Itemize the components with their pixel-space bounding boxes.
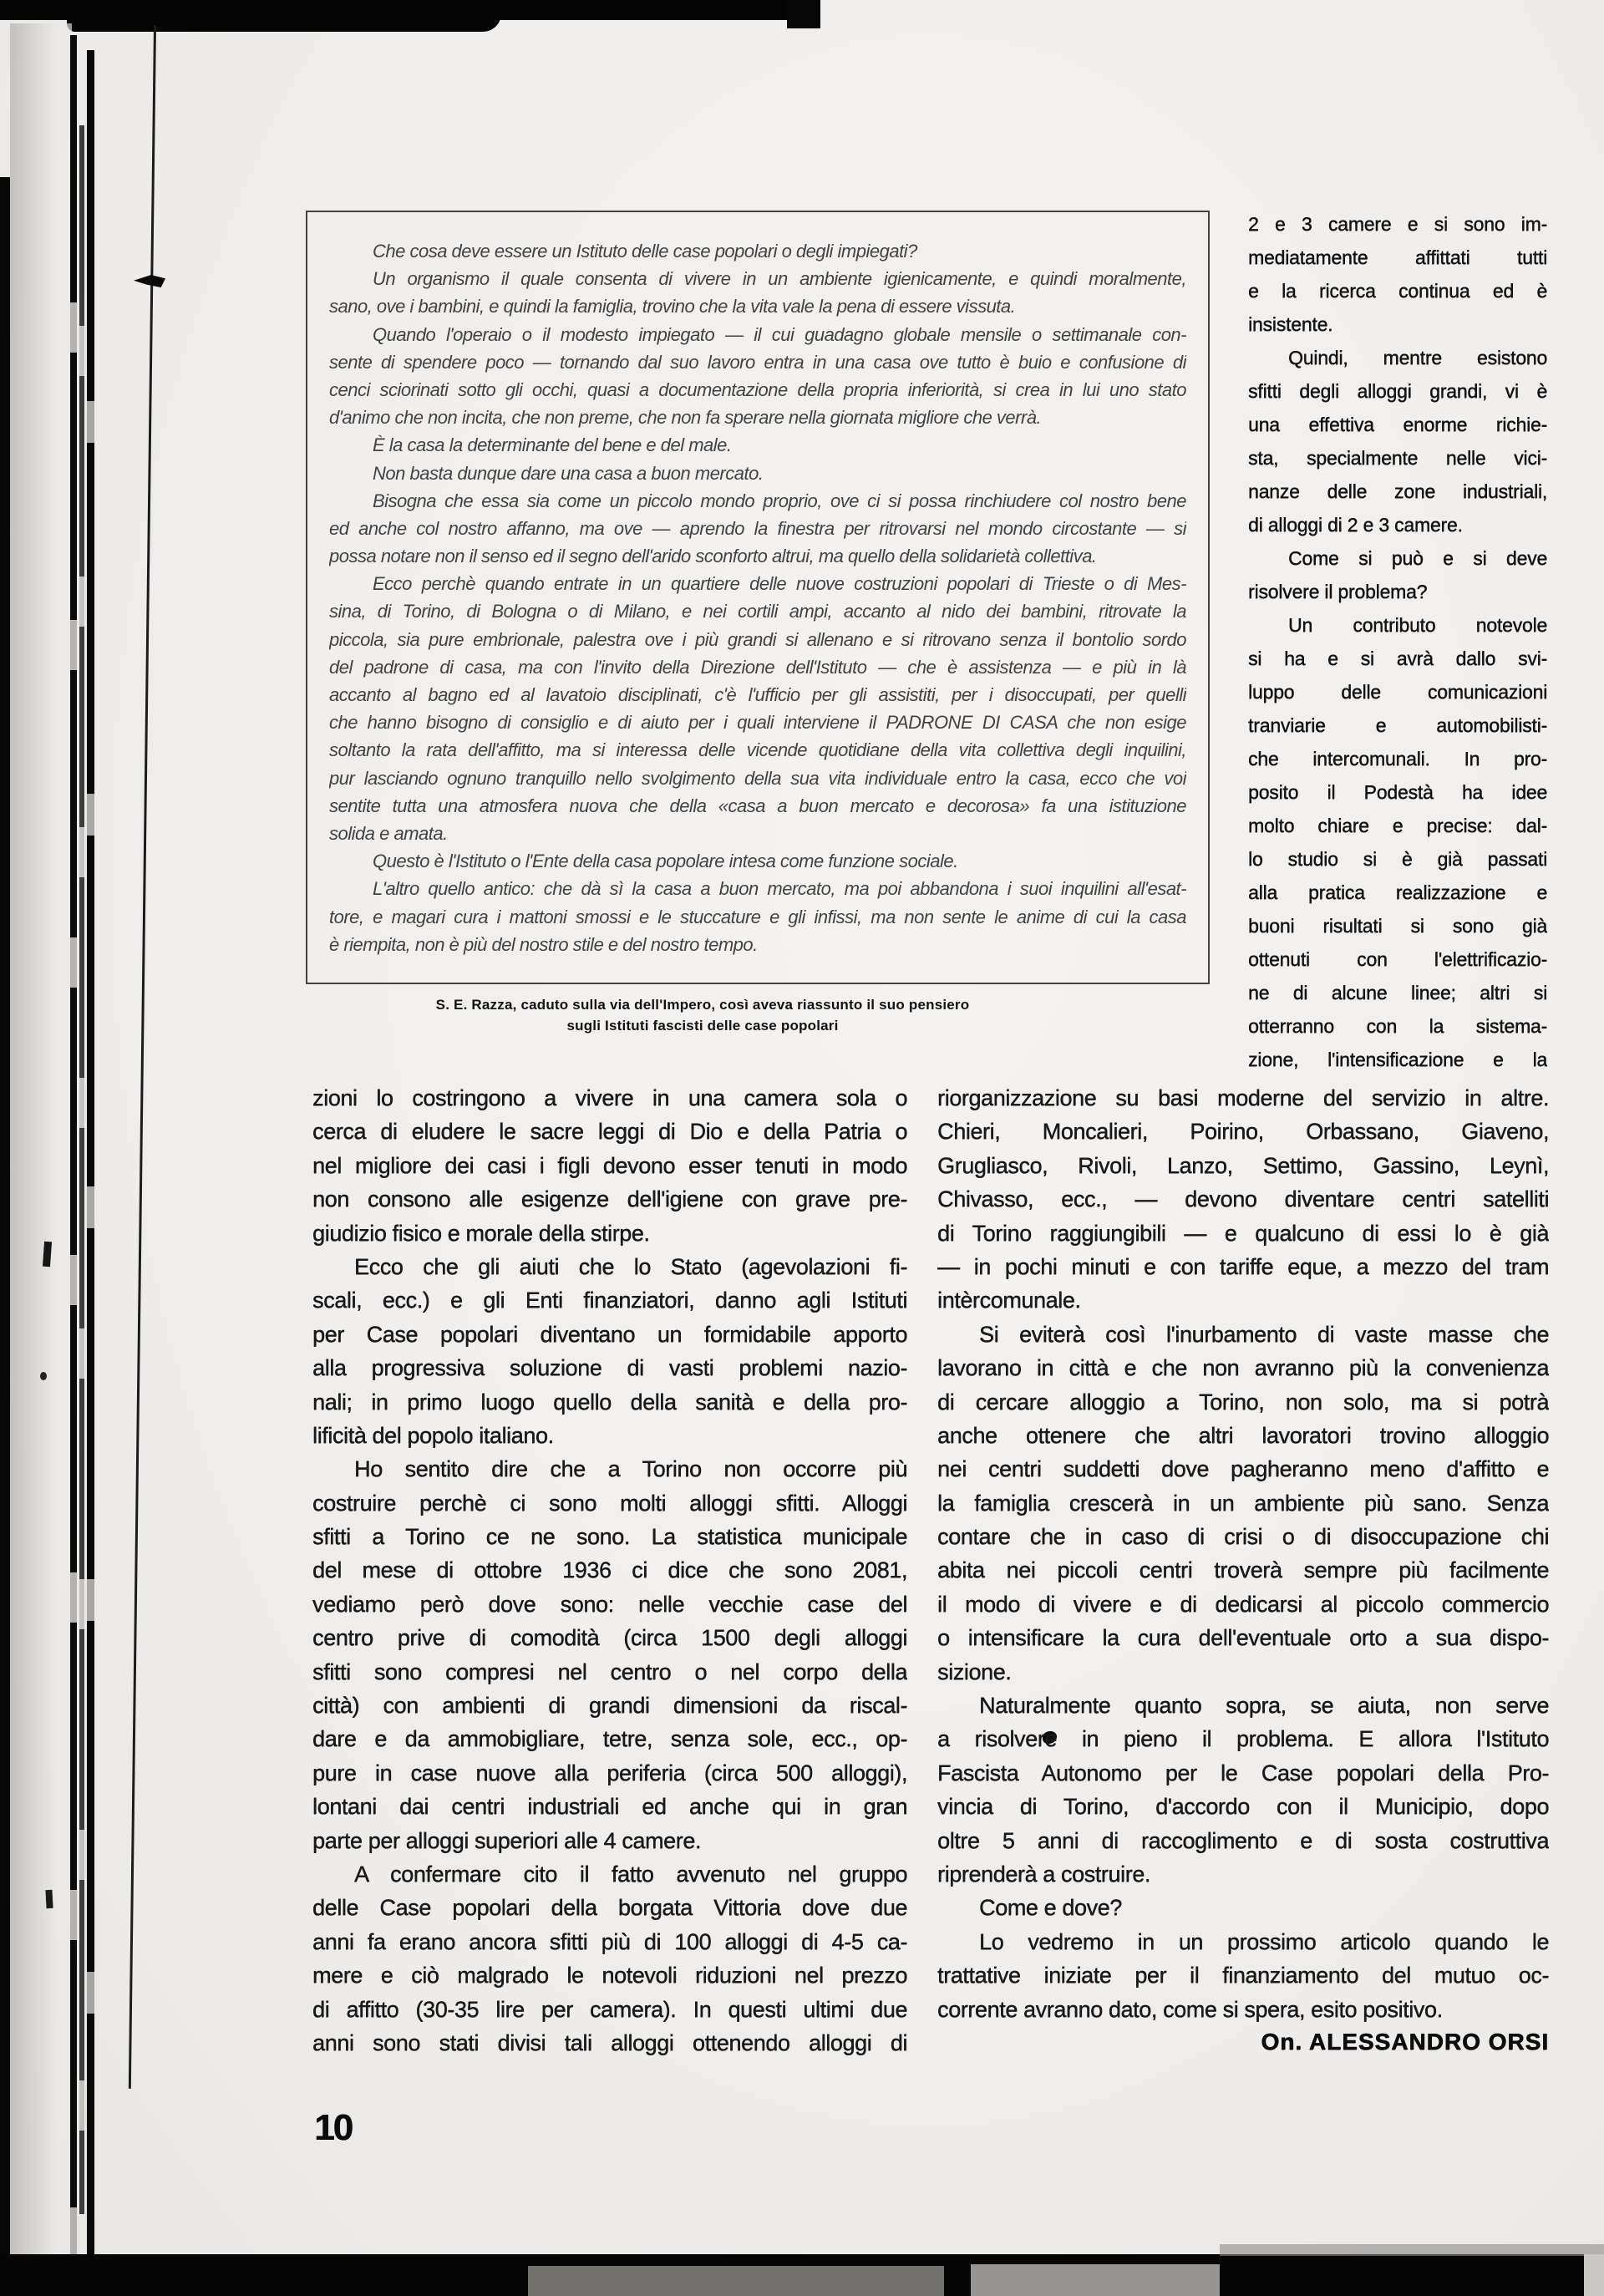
body-line: zioni lo costringono a vivere in una camera sola o [312, 1085, 907, 1110]
body-line: di affitto (30-35 lire per camera). In questi ultimi due [312, 1996, 907, 2022]
caption [251, 994, 1155, 1038]
body-line: abita nei piccoli centri troverà sempre più facilmente [937, 1557, 1549, 1583]
quote-line: sano, ove i bambini, e quindi la famiglia, trovino che la vita vale la pena di essere vissuta. [329, 296, 1016, 317]
body-line: riorganizzazione su basi moderne del servizio in altre. [937, 1085, 1549, 1110]
column-line: Un contributo notevole [1288, 614, 1547, 636]
column-line: sta, specialmente nelle vici- [1248, 447, 1547, 469]
binding-shadow [10, 23, 72, 2296]
quote-line: che hanno bisogno di consiglio e di aiuto per i quali interviene il PADRONE DI CASA che non esige [329, 712, 1186, 734]
binding-stripe [79, 125, 84, 2214]
column-line: alla pratica realizzazione e [1248, 881, 1547, 903]
margin-speck [45, 1890, 53, 1908]
quote-line: È la casa la determinante del bene e del male. [373, 434, 732, 456]
quote-line: sente di spendere poco — tornando dal suo lavoro entra in una casa ove tutto è buio e confusione di [329, 351, 1186, 373]
body-line: Fascista Autonomo per le Case popolari della Pro- [937, 1760, 1549, 1785]
top-right-column [1248, 207, 1547, 1081]
column-line: luppo delle comunicazioni [1248, 681, 1547, 703]
quote-line: Che cosa deve essere un Istituto delle case popolari o degli impiegati? [373, 241, 917, 262]
column-line: 2 e 3 camere e si sono im- [1248, 213, 1547, 235]
body-line: del mese di ottobre 1936 ci dice che sono 2081, [312, 1557, 907, 1583]
body-line: vincia di Torino, d'accordo con il Municipio, dopo [937, 1794, 1549, 1820]
body-line: Si eviterà così l'inurbamento di vaste masse che [979, 1321, 1549, 1347]
column-line: ottenuti con l'elettrificazio- [1248, 948, 1547, 970]
body-line: giudizio fisico e morale della stirpe. [312, 1220, 650, 1246]
body-line: nel migliore dei casi i figli devono esser tenuti in modo [312, 1152, 907, 1178]
column-line: Quindi, mentre esistono [1288, 347, 1547, 368]
author-signature: On. ALESSANDRO ORSI [1261, 2029, 1549, 2055]
column-line: zione, l'intensificazione e la [1248, 1049, 1547, 1070]
page-number: 10 [314, 2107, 352, 2148]
body-line: contare che in caso di crisi o di disoccupazione chi [937, 1524, 1549, 1550]
body-line: lificità del popolo italiano. [312, 1422, 554, 1448]
column-line: di alloggi di 2 e 3 camere. [1248, 514, 1463, 536]
body-line: Lo vedremo in un prossimo articolo quando le [979, 1928, 1549, 1954]
quote-text [329, 237, 1186, 961]
body-line: — in pochi minuti e con tariffe eque, a mezzo del tram [937, 1253, 1549, 1279]
page-fold-line [129, 25, 156, 2089]
margin-arrow-mark [134, 275, 165, 287]
quote-line: del padrone di casa, ma con l'invito della Direzione dell'Istituto — che è assistenza — e più in là [329, 656, 1186, 678]
body-line: pure in case nuove alla periferia (circa 500 alloggi), [312, 1760, 907, 1785]
body-line: costruire perchè ci sono molti alloggi sfitti. Alloggi [312, 1490, 907, 1516]
column-line: otterranno con la sistema- [1248, 1015, 1547, 1037]
body-line: sfitti a Torino ce ne sono. La statistica municipale [312, 1524, 907, 1550]
quote-line: sentite tutta una atmosfera nuova che della «casa a buon mercato e decorosa» fa una istituzione [329, 795, 1186, 816]
body-line: delle Case popolari della borgata Vittoria dove due [312, 1895, 907, 1921]
scan-bottom-shade [1220, 2244, 1604, 2256]
body-line: o intensificare la cura dell'eventuale orto a sua dispo- [937, 1625, 1549, 1651]
body-line: il modo di vivere e di dedicarsi al piccolo commercio [937, 1591, 1549, 1617]
body-line: corrente avranno dato, come si spera, esito positivo. [937, 1996, 1443, 2022]
scan-bottom-patch [528, 2266, 944, 2296]
quote-line: possa notare non il senso ed il segno dell'arido sconforto altrui, ma quello della solidarietà collettiva. [329, 546, 1097, 567]
quote-line: solida e amata. [329, 822, 448, 844]
column-line: sfitti degli alloggi grandi, vi è [1248, 380, 1547, 402]
body-line: Chieri, Moncalieri, Poirino, Orbassano, Giaveno, [937, 1119, 1549, 1145]
binding-stripe [87, 50, 94, 2256]
quote-line: piccola, sia pure embrionale, palestra ove i più grandi si allenano e si ritrovano senza il bontolio sordo [329, 628, 1186, 650]
column-line: lo studio si è già passati [1248, 848, 1547, 870]
quote-line: sina, di Torino, di Bologna o di Milano, e nei cortili ampi, accanto al nido dei bambini, ritrovate la [329, 601, 1186, 622]
body-line: Come e dove? [979, 1895, 1122, 1921]
scan-top-edge-wave [67, 13, 501, 32]
body-line: oltre 5 anni di raccoglimento e di sosta costruttiva [937, 1827, 1549, 1853]
body-line: lontani dai centri industriali ed anche qui in gran [312, 1794, 907, 1820]
quote-line: Quando l'operaio o il modesto impiegato — il cui guadagno globale mensile o settimanale con- [373, 323, 1186, 345]
body-line: di Torino raggiungibili — e qualcuno di essi lo è già [937, 1220, 1549, 1246]
column-line: posito il Podestà ha idee [1248, 781, 1547, 803]
body-line: parte per alloggi superiori alle 4 camere. [312, 1827, 701, 1853]
column-line: si ha e si avrà dallo svi- [1248, 648, 1547, 669]
body-line: sfitti sono compresi nel centro o nel corpo della [312, 1659, 907, 1684]
body-line: scali, ecc.) e gli Enti finanziatori, danno agli Istituti [312, 1288, 907, 1313]
body-line: alla progressiva soluzione di vasti problemi nazio- [312, 1355, 907, 1381]
column-line: molto chiare e precise: dal- [1248, 815, 1547, 836]
binding-stripe [70, 35, 77, 2291]
body-line: di cercare alloggio a Torino, non solo, ma si potrà [937, 1389, 1549, 1415]
quote-line: è riempita, non è più del nostro stile e del nostro tempo. [329, 933, 758, 955]
quote-line: d'animo che non incita, che non preme, che non fa sperare nella giornata migliore che verrà. [329, 407, 1042, 429]
body-left-column [312, 1081, 907, 2064]
body-line: mere e ciò malgrado le notevoli riduzioni nel prezzo [312, 1963, 907, 1989]
quote-line: Non basta dunque dare una casa a buon mercato. [373, 462, 764, 484]
body-line: Ecco che gli aiuti che lo Stato (agevolazioni fi- [354, 1253, 907, 1279]
column-line: insistente. [1248, 313, 1333, 335]
column-line: nanze delle zone industriali, [1248, 480, 1547, 502]
quote-line: pur lasciando ognuno tranquillo nello svolgimento della sua vita individuale entro la casa, ecco che voi [329, 767, 1186, 789]
column-line: ne di alcune linee; altri si [1248, 982, 1547, 1003]
body-line: sizione. [937, 1659, 1012, 1684]
body-line: nali; in primo luogo quello della sanità e della pro- [312, 1389, 907, 1415]
scan-left-edge-bar [0, 177, 10, 2296]
body-line: per Case popolari diventano un formidabile apporto [312, 1321, 907, 1347]
column-line: risolvere il problema? [1248, 581, 1428, 602]
column-line: una effettiva enorme richie- [1248, 414, 1547, 435]
column-line: Come si può e si deve [1288, 547, 1547, 569]
column-line: che intercomunali. In pro- [1248, 748, 1547, 770]
body-line: Chivasso, ecc., — devono diventare centri satelliti [937, 1186, 1549, 1212]
column-line: tranviarie e automobilisti- [1248, 714, 1547, 736]
body-line: Ho sentito dire che a Torino non occorre più [354, 1456, 907, 1482]
body-line: vediamo però dove sono: nelle vecchie case del [312, 1591, 907, 1617]
quote-line: L'altro quello antico: che dà sì la casa a buon mercato, ma poi abbandona i suoi inquilini all'esat- [373, 878, 1186, 900]
body-line: riprenderà a costruire. [937, 1861, 1150, 1887]
caption-line: sugli Istituti fascisti delle case popolari [566, 1018, 839, 1034]
scan-top-right-notch [787, 0, 820, 28]
caption-line: S. E. Razza, caduto sulla via dell'Impero, così aveva riassunto il suo pensiero [435, 997, 970, 1013]
body-line: anni sono stati divisi tali alloggi ottenendo alloggi di [312, 2029, 907, 2055]
body-line: nei centri suddetti dove pagheranno meno d'affitto e [937, 1456, 1549, 1482]
quote-line: accanto al bagno ed al lavatoio disciplinati, c'è l'ufficio per gli assistiti, per i disoccupati, per quelli [329, 684, 1186, 705]
scan-bottom-patch [971, 2264, 1220, 2296]
body-line: anni fa erano ancora sfitti più di 100 alloggi di 4-5 ca- [312, 1928, 907, 1954]
body-line: dare e da ammobigliare, tetre, senza sole, ecc., op- [312, 1726, 907, 1752]
body-right-column [937, 1081, 1549, 2030]
quote-line: Questo è l'Istituto o l'Ente della casa popolare intesa come funzione sociale. [373, 851, 958, 872]
body-line: cerca di eludere le sacre leggi di Dio e della Patria o [312, 1119, 907, 1145]
margin-speck [40, 1372, 47, 1380]
quote-line: Bisogna che essa sia come un piccolo mondo proprio, ove ci si possa rinchiudere col nostro bene [373, 490, 1186, 511]
column-line: mediatamente affittati tutti [1248, 246, 1547, 268]
body-line: Grugliasco, Rivoli, Lanzo, Settimo, Gassino, Leynì, [937, 1152, 1549, 1178]
body-line: non consono alle esigenze dell'igiene con grave pre- [312, 1186, 907, 1212]
body-line: la famiglia crescerà in un ambiente più sano. Senza [937, 1490, 1549, 1516]
body-line: trattative iniziate per il finanziamento del mutuo oc- [937, 1963, 1549, 1989]
body-line: intèrcomunale. [937, 1288, 1081, 1313]
body-line: lavorano in città e che non avranno più la convenienza [937, 1355, 1549, 1381]
quote-line: tore, e magari cura i mattoni smossi e le stuccature e gli infissi, ma non sente le anime di cui la casa [329, 906, 1186, 927]
quote-line: ed anche col nostro affanno, ma ove — aprendo la finestra per ritrovarsi nel mondo circostante — si [329, 517, 1186, 539]
body-line: città) con ambienti di grandi dimensioni da riscal- [312, 1693, 907, 1719]
quote-line: Ecco perchè quando entrate in un quartiere delle nuove costruzioni popolari di Trieste o di Mes- [373, 573, 1186, 595]
quote-line: cenci sciorinati sotto gli occhi, quasi a documentazione della propria inferiorità, si crea in lui uno stato [329, 378, 1186, 400]
body-line: A confermare cito il fatto avvenuto nel gruppo [354, 1861, 907, 1887]
quote-box [306, 211, 1210, 984]
quote-line: soltanto la rata dell'affitto, ma si interessa delle vicende quotidiane della vita collettiva degli inquilini, [329, 739, 1186, 761]
body-line: centro prive di comodità (circa 1500 degli alloggi [312, 1625, 907, 1651]
column-line: e la ricerca continua ed è [1248, 280, 1547, 302]
column-line: buoni risultati si sono già [1248, 915, 1547, 937]
body-line: anche ottenere che altri lavoratori trovino alloggio [937, 1422, 1549, 1448]
body-line: a risolvere in pieno il problema. E allora l'Istituto [937, 1726, 1549, 1752]
quote-line: Un organismo il quale consenta di vivere in un ambiente igienicamente, e quindi moralmente, [373, 268, 1186, 290]
scan-bottom-corner [1584, 2254, 1604, 2296]
body-line: Naturalmente quanto sopra, se aiuta, non serve [979, 1693, 1549, 1719]
